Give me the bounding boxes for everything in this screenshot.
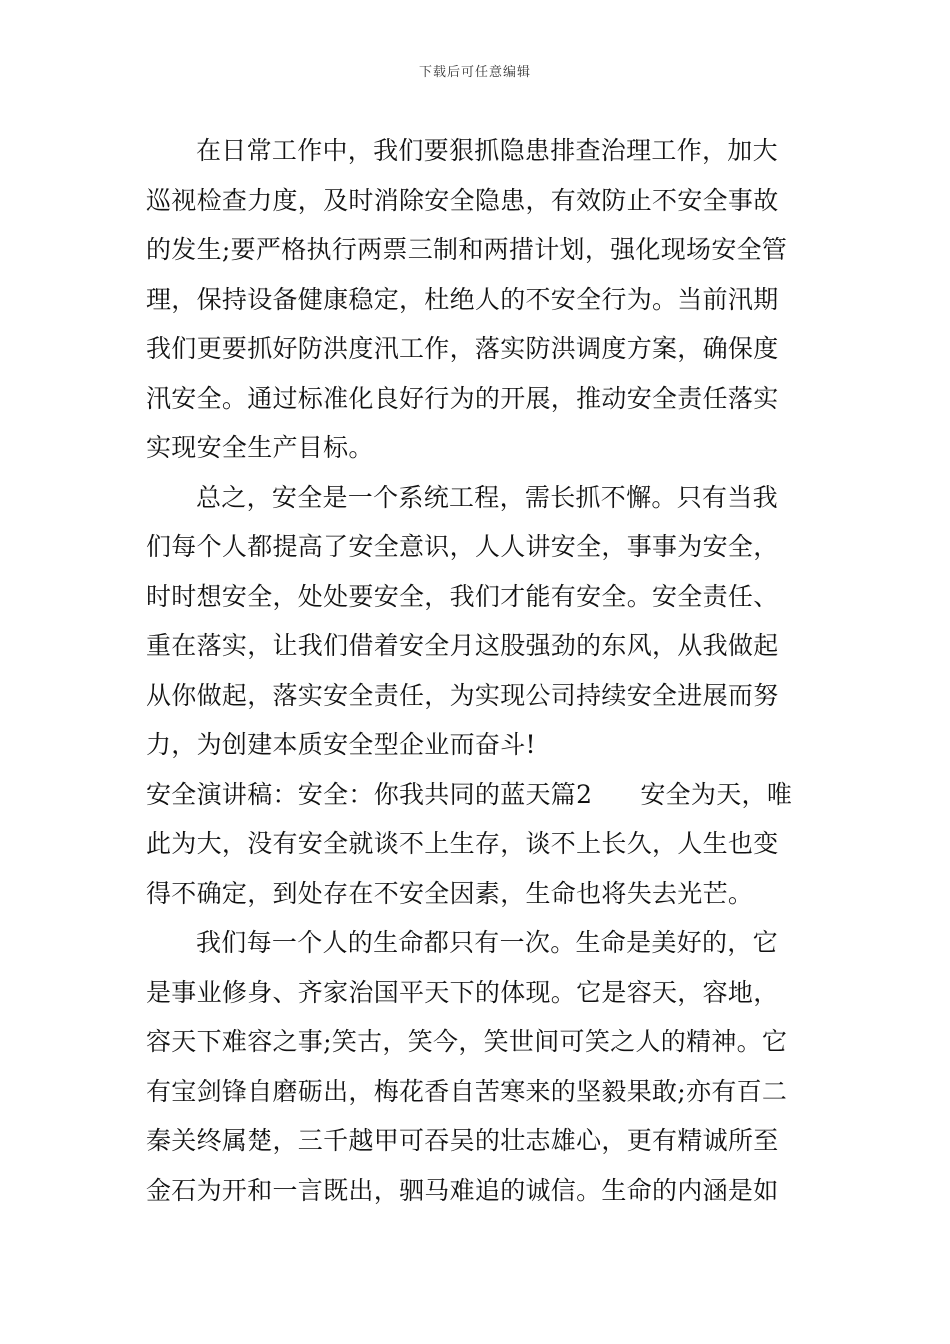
paragraph-line: 是事业修身、齐家治国平天下的体现。它是容天，容地， [146, 977, 779, 1007]
paragraph-line: 从你做起，落实安全责任，为实现公司持续安全进展而努 [146, 680, 779, 710]
paragraph-line: 的发生;要严格执行两票三制和两措计划，强化现场安全管 [146, 235, 788, 264]
paragraph-line: 我们更要抓好防洪度汛工作，落实防洪调度方案，确保度 [146, 334, 779, 363]
paragraph-line: 们每个人都提高了安全意识，人人讲安全，事事为安全， [146, 532, 779, 561]
section-title-line [146, 770, 808, 820]
paragraph-line: 实现安全生产目标。 [146, 433, 374, 462]
paragraph-line: 总之，安全是一个系统工程，需长抓不懈。只有当我 [196, 482, 778, 512]
paragraph-line: 此为大，没有安全就谈不上生存，谈不上长久，人生也变 [146, 829, 779, 858]
paragraph-line: 容天下难容之事;笑古，笑今，笑世间可笑之人的精神。它 [146, 1027, 788, 1056]
paragraph-line: 秦关终属楚，三千越甲可吞吴的壮志雄心，更有精诚所至 [146, 1126, 779, 1155]
paragraph-line: 时时想安全，处处要安全，我们才能有安全。安全责任、 [146, 581, 779, 611]
paragraph-start: 安全为天，唯 [640, 779, 793, 809]
document-body [146, 126, 808, 1215]
paragraph-line: 重在落实，让我们借着安全月这股强劲的东风，从我做起 [146, 631, 779, 660]
paragraph-line: 金石为开和一言既出，驷马难追的诚信。生命的内涵是如 [146, 1175, 779, 1205]
section-title: 安全演讲稿：安全：你我共同的蓝天篇2 [146, 779, 593, 809]
page-header: 下载后可任意编辑 [418, 65, 531, 80]
paragraph-line: 我们每一个人的生命都只有一次。生命是美好的，它 [196, 928, 778, 957]
paragraph-line: 力，为创建本质安全型企业而奋斗! [146, 730, 536, 759]
paragraph-line: 有宝剑锋自磨砺出，梅花香自苦寒来的坚毅果敢;亦有百二 [146, 1076, 788, 1106]
paragraph-line: 得不确定，到处存在不安全因素，生命也将失去光芒。 [146, 878, 754, 908]
paragraph-line: 汛安全。通过标准化良好行为的开展，推动安全责任落实 [146, 383, 779, 413]
paragraph-line: 理，保持设备健康稳定，杜绝人的不安全行为。当前汛期 [146, 284, 779, 314]
paragraph-line: 在日常工作中，我们要狠抓隐患排查治理工作，加大 [196, 136, 778, 165]
paragraph-line: 巡视检查力度，及时消除安全隐患，有效防止不安全事故 [146, 185, 779, 215]
